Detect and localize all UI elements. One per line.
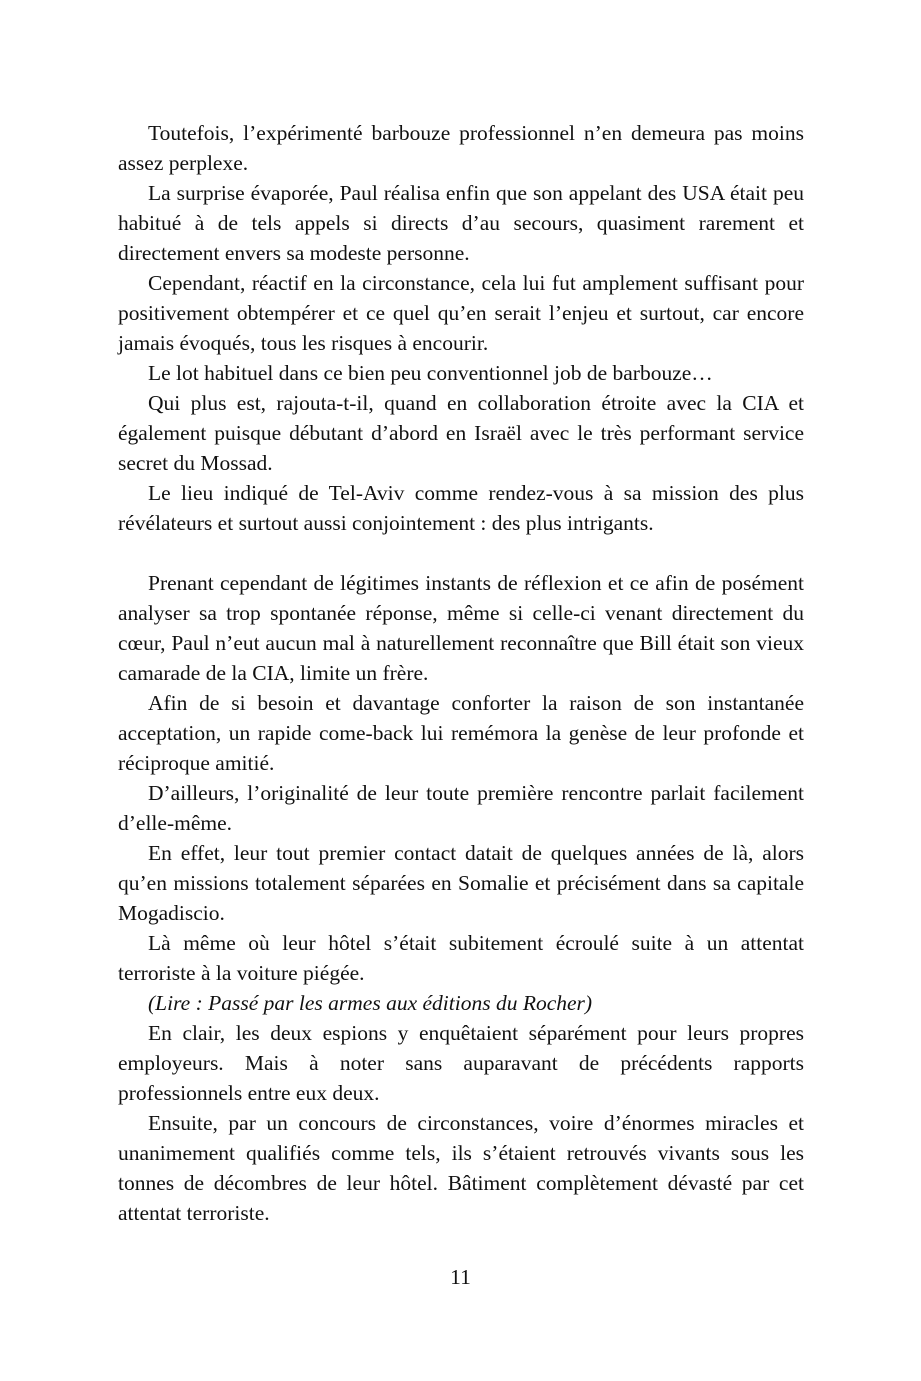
paragraph: Toutefois, l’expérimenté barbouze professionnel n’en demeura pas moins assez perplexe.	[118, 121, 804, 175]
paragraph: Cependant, réactif en la circonstance, cela lui fut amplement suffisant pour positivement obtempérer et ce quel qu’en serait l’enjeu et surtout, car encore jamais évoqués, tous les risques à encourir.	[118, 271, 804, 355]
paragraph: Ensuite, par un concours de circonstances, voire d’énormes miracles et unanimement qualifiés comme tels, ils s’étaient retrouvés vivants sous les tonnes de décombres de leur hôtel. Bâtiment complètement dévasté par cet attentat terroriste.	[118, 1111, 804, 1225]
paragraph: Le lot habituel dans ce bien peu conventionnel job de barbouze…	[148, 361, 713, 385]
paragraph: Là même où leur hôtel s’était subitement écroulé suite à un attentat terroriste à la voiture piégée.	[118, 931, 804, 985]
paragraph: Afin de si besoin et davantage conforter la raison de son instantanée acceptation, un rapide come-back lui remémora la genèse de leur profonde et réciproque amitié.	[118, 691, 804, 775]
page-number: 11	[450, 1265, 471, 1289]
paragraph: En effet, leur tout premier contact datait de quelques années de là, alors qu’en missions totalement séparées en Somalie et précisément dans sa capitale Mogadiscio.	[118, 841, 804, 925]
paragraph: Le lieu indiqué de Tel-Aviv comme rendez-vous à sa mission des plus révélateurs et surtout aussi conjointement : des plus intrigants.	[118, 481, 804, 535]
paragraph: En clair, les deux espions y enquêtaient séparément pour leurs propres employeurs. Mais à noter sans auparavant de précédents rapports professionnels entre eux deux.	[118, 1021, 804, 1105]
italic-reference-note: (Lire : Passé par les armes aux éditions du Rocher)	[148, 991, 593, 1015]
paragraph: Qui plus est, rajouta-t-il, quand en collaboration étroite avec la CIA et également puisque débutant d’abord en Israël avec le très performant service secret du Mossad.	[118, 391, 804, 475]
paragraph: La surprise évaporée, Paul réalisa enfin que son appelant des USA était peu habitué à de tels appels si directs d’au secours, quasiment rarement et directement envers sa modeste personne.	[118, 181, 804, 265]
section-break	[118, 538, 804, 568]
paragraph: D’ailleurs, l’originalité de leur toute première rencontre parlait facilement d’elle-même.	[118, 781, 804, 835]
paragraph: Prenant cependant de légitimes instants de réflexion et ce afin de posément analyser sa trop spontanée réponse, même si celle-ci venant directement du cœur, Paul n’eut aucun mal à naturellement reconnaître que Bill était son vieux camarade de la CIA, limite un frère.	[118, 571, 804, 685]
body-text	[118, 118, 804, 1228]
